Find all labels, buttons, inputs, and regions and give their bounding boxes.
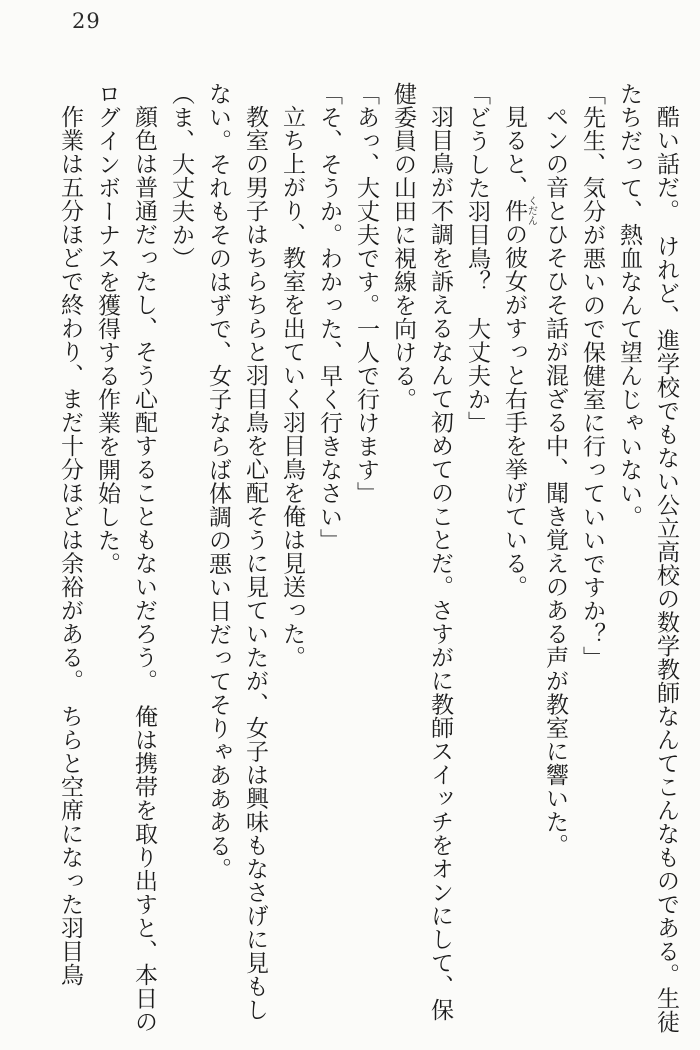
paragraph: ペンの音とひそひそ話が混ざる中、聞き覚えのある声が教室に響いた。: [542, 105, 568, 857]
paragraph: 教室の男子はちらちらと羽目鳥を心配そうに見ていたが、女子は興味もなさげに見もしない。それもそのはずで、女子ならば体調の悪い日だってそりゃああある。: [205, 82, 268, 1022]
vertical-text-block: [34, 82, 684, 1034]
paragraph: （ま、大丈夫か）: [168, 82, 194, 270]
paragraph: 立ち上がり、教室を出ていく羽目鳥を俺は見送った。: [279, 105, 305, 669]
page-number: 29: [72, 9, 101, 33]
paragraph: 羽目鳥が不調を訴えるなんて初めてのことだ。さすがに教師スイッチをオンにして、保健委員の山田に視線を向ける。: [390, 82, 453, 1022]
paragraph: 作業は五分ほどで終わり、まだ十分ほどは余裕がある。 ちらと空席になった羽目鳥: [57, 105, 83, 987]
paragraph: 見ると、件くだんの彼女がすっと右手を挙げている。: [501, 105, 537, 599]
paragraph: 顔色は普通だったし、そう心配することもないだろう。 俺は携帯を取り出すと、本日のログインボーナスを獲得する作業を開始した。: [94, 82, 157, 1034]
paragraph: 「そ、そうか。わかった、早く行きなさい」: [316, 82, 342, 552]
furigana-annotation: 件くだん: [501, 195, 537, 226]
paragraph: 「どうした羽目鳥？ 大丈夫か」: [464, 82, 490, 435]
paragraph: 「先生、気分が悪いので保健室に行っていいですか？」: [579, 82, 605, 670]
paragraph: 「あっ、大丈夫です。一人で行けます」: [353, 82, 379, 505]
paragraph: 酷い話だ。 けれど、進学校でもない公立高校の数学教師なんてこんなものである。生徒たちだって、熱血なんて望んじゃいない。: [616, 82, 679, 1034]
